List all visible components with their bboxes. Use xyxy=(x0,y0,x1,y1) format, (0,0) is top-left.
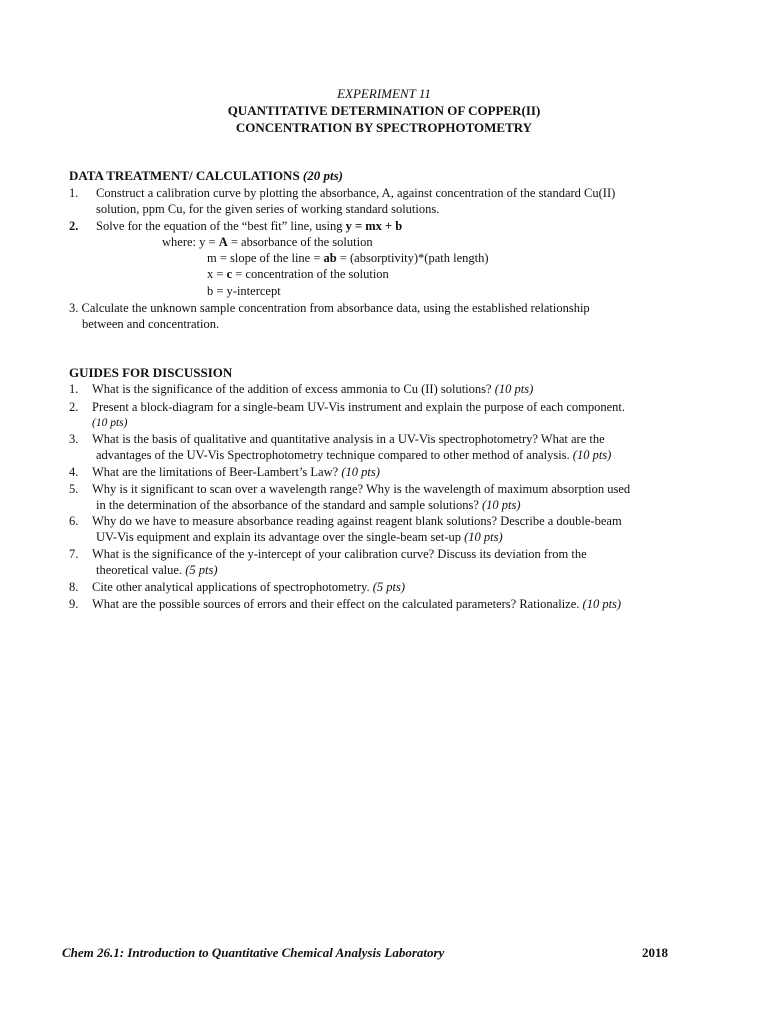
disc-item-text: What are the possible sources of errors and their effect on the calculated parameters? Rationalize. xyxy=(92,597,583,611)
disc-item-num: 4. xyxy=(69,465,79,479)
disc-item-num: 9. xyxy=(69,597,79,611)
dt-item1-line1: Construct a calibration curve by plotting the absorbance, A, against concentration of the standard Cu(II) xyxy=(96,186,616,200)
disc-item-text: theoretical value. xyxy=(96,563,186,577)
disc-item-text: advantages of the UV-Vis Spectrophotometry technique compared to other method of analysis. xyxy=(96,448,573,462)
disc-item-points: (10 pts) xyxy=(464,530,503,544)
disc-item-3-line1: What is the basis of qualitative and quantitative analysis in a UV-Vis spectrophotometry? What are the xyxy=(92,432,605,446)
dt-x-line xyxy=(207,266,389,282)
where-a: A xyxy=(218,235,228,249)
disc-item-7-line1: What is the significance of the y-intercept of your calibration curve? Discuss its deviation from the xyxy=(92,547,587,561)
discussion-heading: GUIDES FOR DISCUSSION xyxy=(69,365,233,380)
disc-item-points: (10 pts) xyxy=(572,448,612,462)
disc-item-text: What are the limitations of Beer-Lambert’s Law? xyxy=(92,465,342,479)
disc-item-text: Cite other analytical applications of spectrophotometry. xyxy=(92,580,373,594)
dt-item3-line2: between and concentration. xyxy=(82,317,220,331)
disc-item-5-line1: Why is it significant to scan over a wavelength range? Why is the wavelength of maximum absorption used xyxy=(92,482,631,496)
data-treatment-heading xyxy=(69,168,343,184)
disc-item-points: (10 pts) xyxy=(494,382,534,396)
disc-item-2-line1: Present a block-diagram for a single-beam UV-Vis instrument and explain the purpose of each component. xyxy=(92,400,626,414)
m-prefix: m = slope of the line = xyxy=(207,251,324,265)
data-treatment-heading-text: DATA TREATMENT/ CALCULATIONS xyxy=(69,168,300,183)
disc-item-3-line2 xyxy=(96,447,611,463)
x-prefix: x = xyxy=(207,267,227,281)
disc-item-points: (10 pts) xyxy=(482,498,521,512)
dt-item2-num: 2. xyxy=(69,219,79,233)
dt-item1-line2: solution, ppm Cu, for the given series of working standard solutions. xyxy=(96,202,440,216)
disc-item-points: (5 pts) xyxy=(372,580,405,594)
disc-item-num: 1. xyxy=(69,382,79,396)
disc-item-1 xyxy=(92,381,533,397)
disc-item-num: 8. xyxy=(69,580,79,594)
disc-item-9 xyxy=(92,596,621,612)
disc-item-points: (10 pts) xyxy=(92,417,128,429)
x-rest: = concentration of the solution xyxy=(232,267,389,281)
disc-item-num: 7. xyxy=(69,547,79,561)
dt-item1-num: 1. xyxy=(69,186,79,200)
disc-item-6-line1: Why do we have to measure absorbance reading against reagent blank solutions? Describe a double-beam xyxy=(92,514,622,528)
disc-item-5-line2 xyxy=(96,497,521,513)
experiment-label: EXPERIMENT 11 xyxy=(337,86,431,101)
footer-course: Chem 26.1: Introduction to Quantitative Chemical Analysis Laboratory xyxy=(62,945,445,960)
where-prefix: where: y = xyxy=(162,235,219,249)
data-treatment-points: (20 pts) xyxy=(302,168,344,183)
disc-item-points: (10 pts) xyxy=(582,597,622,611)
disc-item-points: (10 pts) xyxy=(341,465,380,479)
disc-item-8 xyxy=(92,579,405,595)
dt-item2-equation: y = mx + b xyxy=(345,219,403,233)
disc-item-points: (5 pts) xyxy=(185,563,218,577)
disc-item-7-line2 xyxy=(96,562,218,578)
disc-item-4 xyxy=(92,464,380,480)
dt-item2-line xyxy=(96,218,402,234)
dt-where-line xyxy=(162,234,373,250)
dt-item3-line1: 3. Calculate the unknown sample concentration from absorbance data, using the established relationship xyxy=(69,301,590,315)
where-rest: = absorbance of the solution xyxy=(227,235,373,249)
disc-item-text: in the determination of the absorbance of the standard and sample solutions? xyxy=(96,498,482,512)
dt-b-line: b = y-intercept xyxy=(207,284,281,298)
m-ab: ab xyxy=(323,251,337,265)
disc-item-num: 2. xyxy=(69,400,79,414)
m-rest: = (absorptivity)*(path length) xyxy=(336,251,489,265)
dt-m-line xyxy=(207,250,489,266)
disc-item-num: 5. xyxy=(69,482,79,496)
title-line-2: CONCENTRATION BY SPECTROPHOTOMETRY xyxy=(235,120,533,135)
disc-item-text: UV-Vis equipment and explain its advantage over the single-beam set-up xyxy=(96,530,465,544)
disc-item-text: What is the significance of the addition of excess ammonia to Cu (II) solutions? xyxy=(92,382,495,396)
disc-item-6-line2 xyxy=(96,529,503,545)
disc-item-num: 3. xyxy=(69,432,79,446)
footer-year: 2018 xyxy=(642,945,668,960)
title-line-1: QUANTITATIVE DETERMINATION OF COPPER(II) xyxy=(227,103,541,118)
disc-item-num: 6. xyxy=(69,514,79,528)
x-c: c xyxy=(226,267,233,281)
dt-item2-text: Solve for the equation of the “best fit” line, using xyxy=(96,219,346,233)
